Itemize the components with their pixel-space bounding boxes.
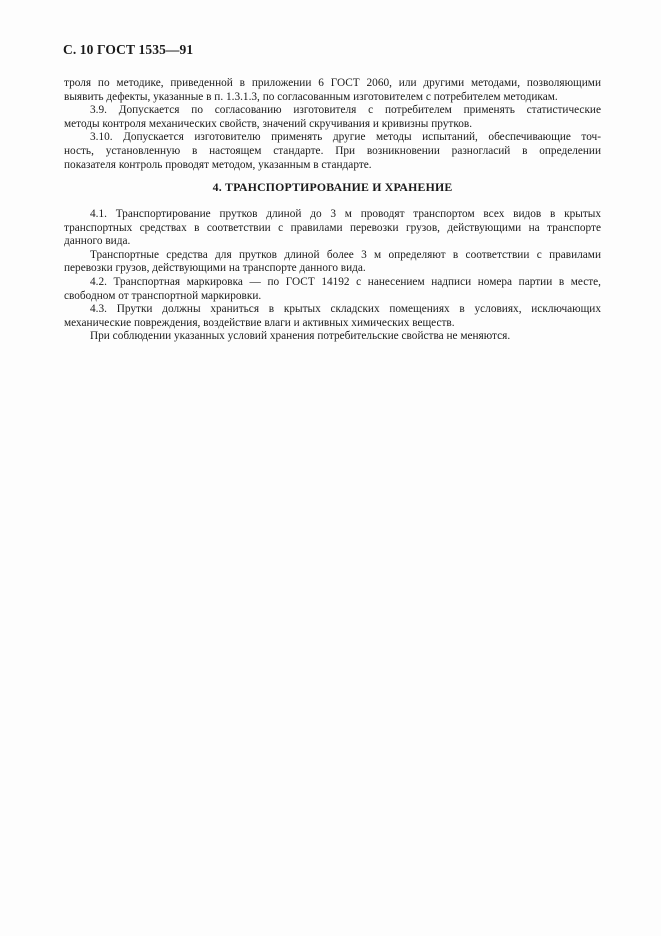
text-line: данного вида. bbox=[64, 235, 131, 248]
paragraph-3-9 bbox=[64, 104, 601, 131]
text-line: 3.9. Допускается по согласованию изготовителя с потребителем применять статистические bbox=[90, 104, 601, 117]
text-line: троля по методике, приведенной в приложении 6 ГОСТ 2060, или другими методами, позволяющими bbox=[64, 77, 601, 89]
text-line: свободном от транспортной маркировки. bbox=[64, 289, 262, 302]
paragraph-4-1 bbox=[64, 208, 601, 249]
text-line: 4.3. Прутки должны храниться в крытых складских помещениях в условиях, исключающих bbox=[90, 303, 601, 316]
text-line: выявить дефекты, указанные в п. 1.3.1.3, по согласованным изготовителем с потребителем методикам. bbox=[64, 90, 558, 103]
page-header: С. 10 ГОСТ 1535—91 bbox=[63, 42, 194, 57]
paragraph-4-2 bbox=[64, 276, 601, 303]
text-line: транспортных средствах в соответствии с правилами перевозки грузов, действующими на транспорте bbox=[64, 221, 601, 234]
text-line: методы контроля механических свойств, значений скручивания и кривизны прутков. bbox=[64, 117, 473, 130]
section-3-continued bbox=[64, 77, 601, 172]
text-line: ность, установленную в настоящем стандарте. При возникновении разногласий в определении bbox=[64, 144, 601, 157]
section-4-body bbox=[64, 208, 601, 344]
text-line: механические повреждения, воздействие влаги и активных химических веществ. bbox=[64, 316, 455, 329]
paragraph-4-3-b bbox=[64, 330, 601, 344]
paragraph-3-8-continued bbox=[64, 77, 601, 104]
text-line: 4.1. Транспортирование прутков длиной до 3 м проводят транспортом всех видов в крытых bbox=[90, 208, 601, 220]
paragraph-4-3 bbox=[64, 303, 601, 330]
text-line: Транспортные средства для прутков длиной более 3 м определяют в соответствии с правилами bbox=[90, 248, 601, 261]
text-line: показателя контроль проводят методом, указанным в стандарте. bbox=[64, 158, 372, 171]
text-line: 3.10. Допускается изготовителю применять другие методы испытаний, обеспечивающие точ- bbox=[90, 131, 601, 144]
paragraph-4-1-b bbox=[64, 249, 601, 276]
section-4-title: 4. ТРАНСПОРТИРОВАНИЕ И ХРАНЕНИЕ bbox=[212, 180, 453, 194]
text-line: перевозки грузов, действующими на транспорте данного вида. bbox=[64, 262, 366, 275]
text-line: При соблюдении указанных условий хранения потребительские свойства не меняются. bbox=[90, 330, 511, 343]
paragraph-3-10 bbox=[64, 131, 601, 172]
text-line: 4.2. Транспортная маркировка — по ГОСТ 14192 с нанесением надписи номера партии в месте, bbox=[90, 275, 601, 288]
